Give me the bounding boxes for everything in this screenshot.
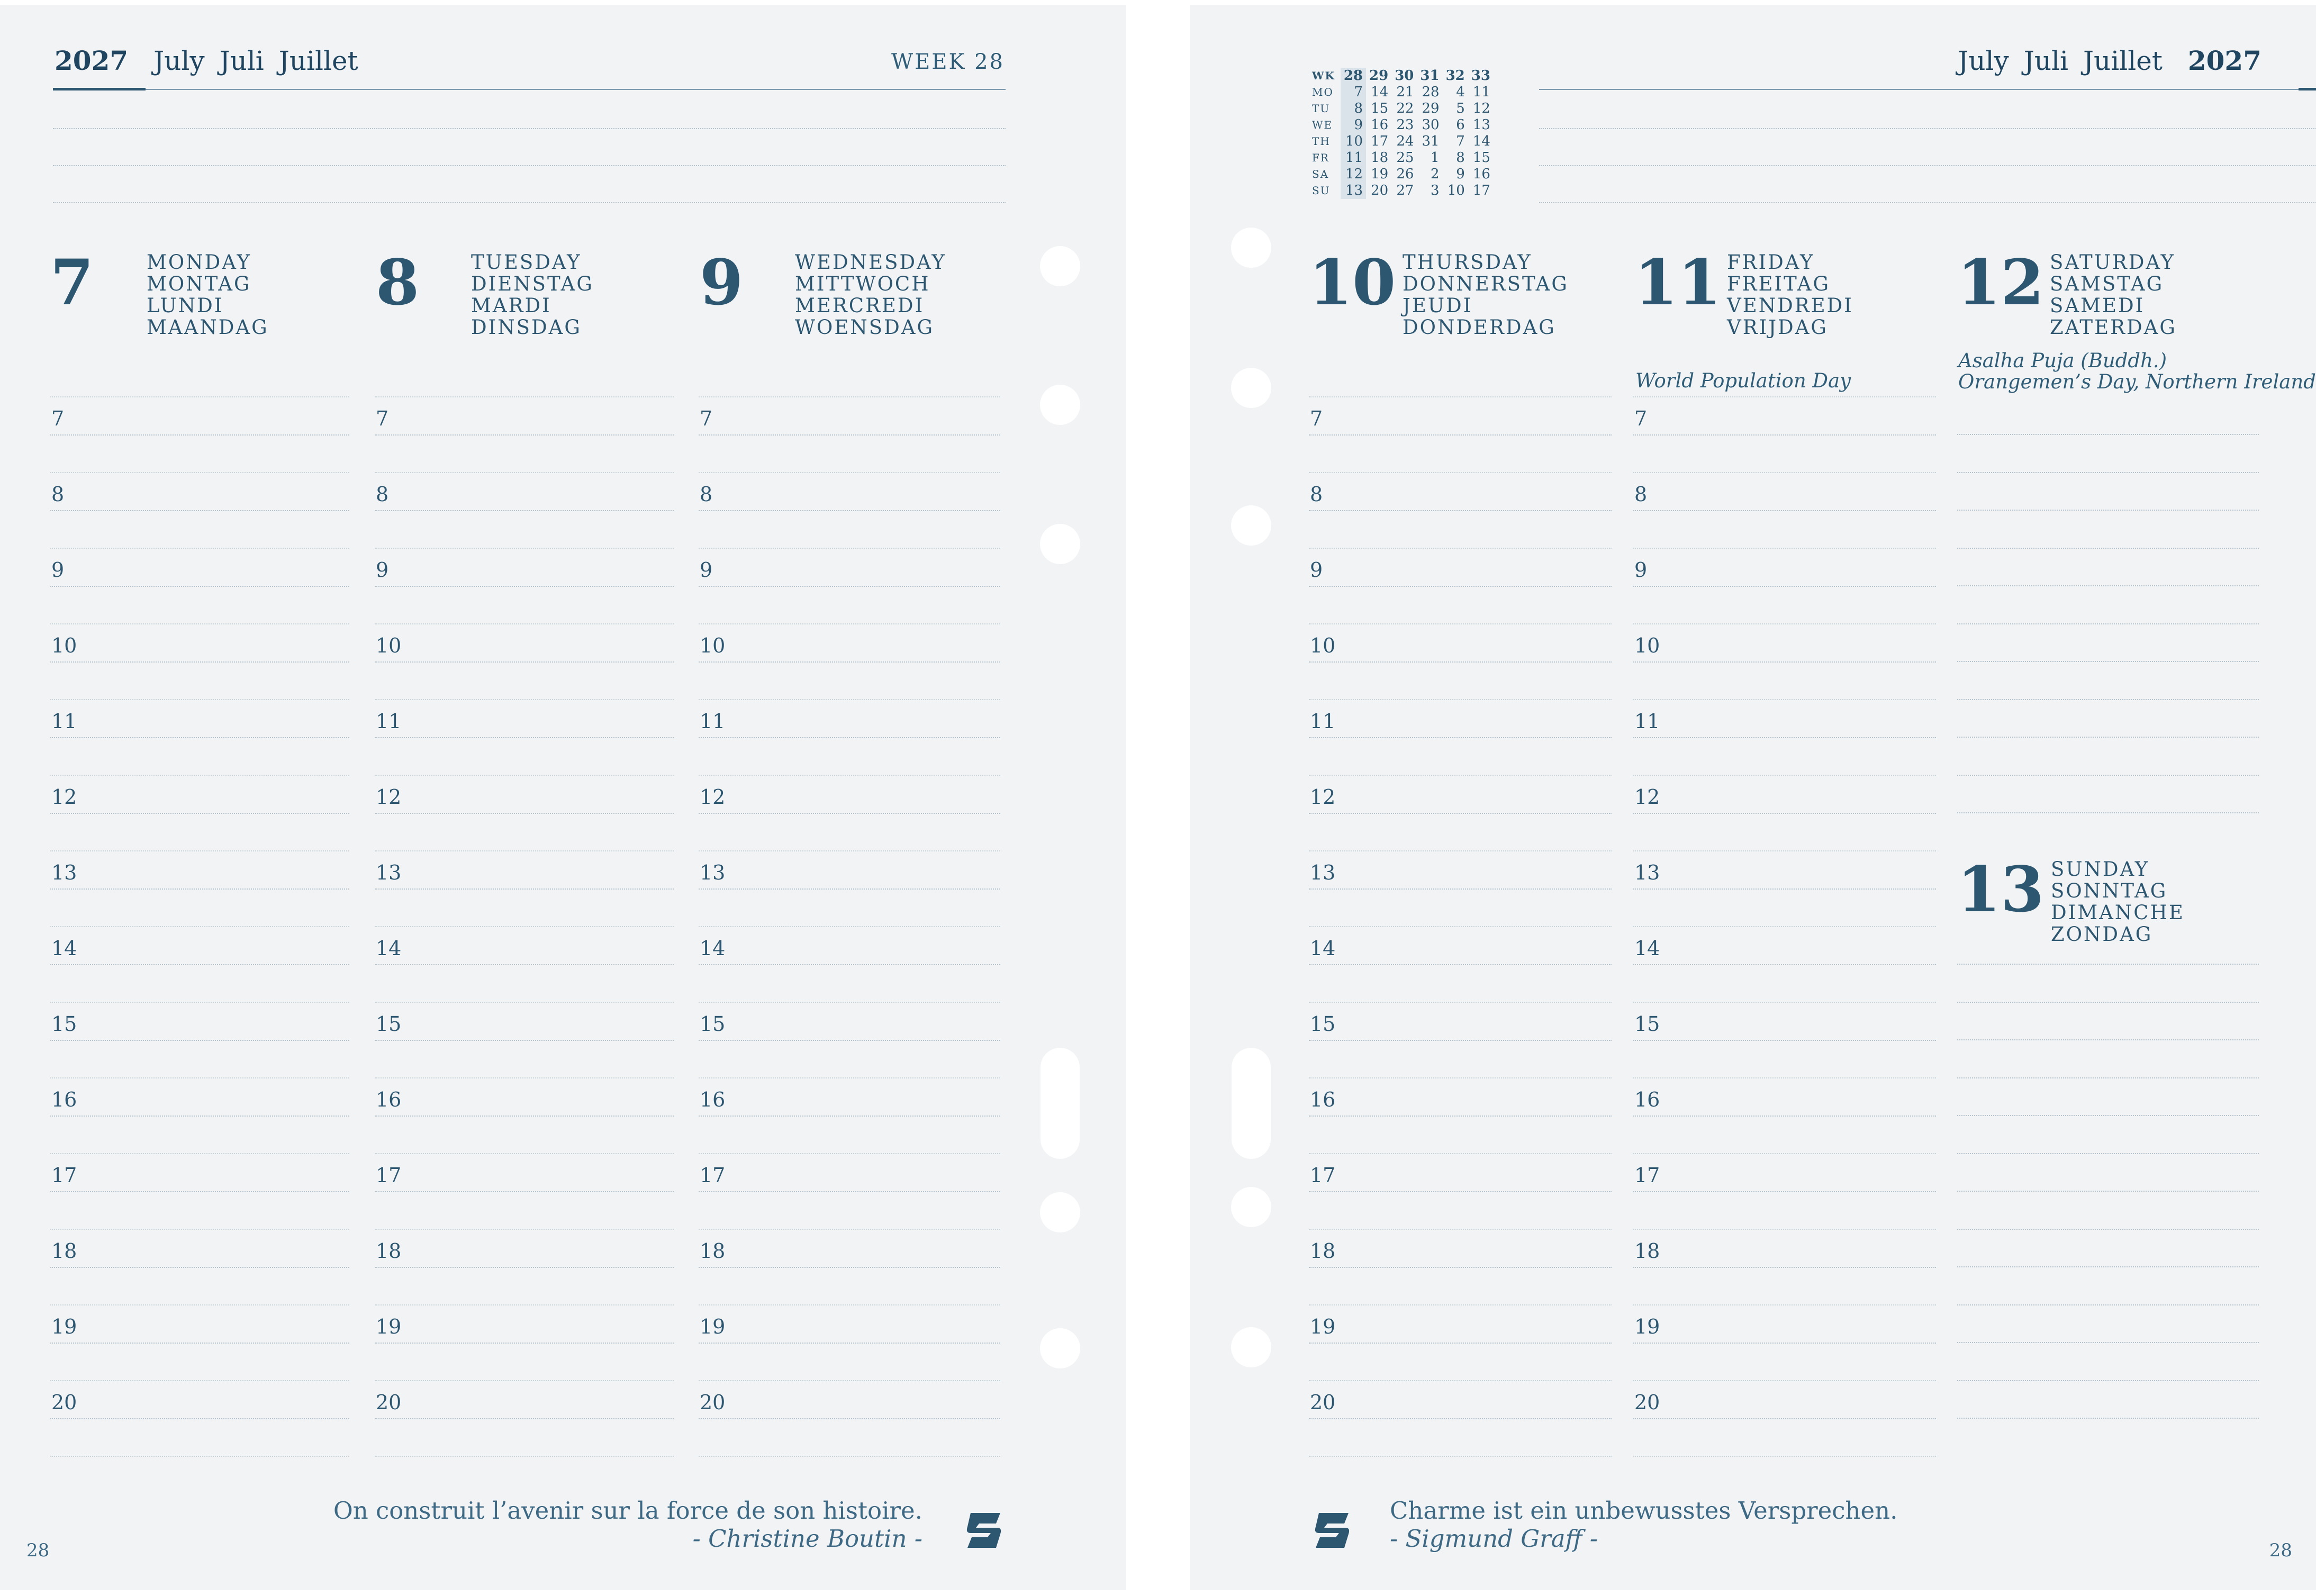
hour-label: 10 [51, 634, 77, 657]
hour-slot[interactable] [50, 624, 349, 663]
hour-label: 14 [376, 937, 402, 960]
header-month-de: Juli [219, 46, 264, 76]
note-line [53, 128, 1006, 129]
hour-slot[interactable] [1309, 473, 1612, 511]
hour-slot[interactable] [375, 624, 674, 663]
hour-slot[interactable] [1633, 700, 1936, 738]
note-line [1957, 661, 2259, 662]
hour-slot[interactable] [699, 1154, 1000, 1192]
left-page [0, 5, 1126, 1590]
hour-slot[interactable] [1633, 1305, 1936, 1344]
hour-label: 16 [1310, 1088, 1336, 1111]
punch-slot [1232, 1048, 1271, 1159]
hour-slot[interactable] [1309, 775, 1612, 814]
hour-label: 17 [376, 1164, 402, 1187]
quote [333, 1497, 922, 1553]
note-line [1957, 548, 2259, 549]
event-saturday-1: Asalha Puja (Buddh.) [1958, 349, 2167, 372]
note-line [1957, 585, 2259, 586]
hour-slot[interactable] [1309, 397, 1612, 436]
hour-label: 8 [700, 483, 713, 506]
hour-label: 19 [1310, 1315, 1336, 1338]
note-line [1957, 472, 2259, 473]
note-line [1957, 1229, 2259, 1230]
mini-calendar-row: MO 7 14 21 28 4 11 [1312, 84, 1490, 100]
hour-slot[interactable] [1309, 548, 1612, 587]
note-line [1957, 510, 2259, 511]
half-hour-line [699, 1456, 1000, 1457]
quote-author: - Sigmund Graff - [1390, 1525, 1598, 1553]
hour-label: 8 [1634, 483, 1648, 506]
hour-label: 16 [1634, 1088, 1660, 1111]
hour-label: 10 [1634, 634, 1660, 657]
note-line [1957, 737, 2259, 738]
punch-hole [1231, 228, 1271, 268]
hour-slot[interactable] [375, 1078, 674, 1117]
half-hour-line [1309, 1456, 1612, 1457]
note-line [1957, 1039, 2259, 1040]
hour-label: 13 [376, 861, 402, 884]
hour-slot[interactable] [1633, 1381, 1936, 1419]
hour-label: 7 [376, 407, 389, 430]
hour-label: 19 [700, 1315, 726, 1338]
hour-label: 12 [376, 785, 402, 809]
hour-label: 11 [51, 710, 77, 733]
punch-hole [1040, 385, 1080, 425]
mini-calendar-row: WE 9 16 23 30 6 13 [1312, 117, 1490, 133]
hour-label: 18 [1634, 1239, 1660, 1263]
note-line [1957, 812, 2259, 813]
hour-slot[interactable] [1309, 624, 1612, 663]
hour-slot[interactable] [1309, 851, 1612, 890]
hour-slot[interactable] [1633, 1229, 1936, 1268]
header-month-fr: Juillet [278, 46, 358, 76]
hour-slot[interactable] [50, 1381, 349, 1419]
hour-slot[interactable] [1309, 1154, 1612, 1192]
punch-hole [1231, 1187, 1271, 1227]
header-rule [1539, 89, 2316, 90]
hour-slot[interactable] [375, 775, 674, 814]
hour-label: 9 [1634, 558, 1648, 582]
header-month-en: July [153, 46, 205, 76]
hour-label: 16 [700, 1088, 726, 1111]
hour-label: 15 [1310, 1012, 1336, 1036]
hour-slot[interactable] [699, 775, 1000, 814]
hour-slot[interactable] [699, 624, 1000, 663]
hour-label: 9 [1310, 558, 1323, 582]
header-rule-accent [2299, 88, 2316, 90]
day-names: TUESDAY DIENSTAG MARDI DINSDAG [471, 251, 594, 339]
week-label: WEEK 28 [891, 50, 1005, 74]
hour-label: 11 [376, 710, 402, 733]
punch-hole [1040, 1192, 1080, 1232]
hour-label: 18 [51, 1239, 77, 1263]
half-hour-line [375, 1456, 674, 1457]
hour-label: 17 [51, 1164, 77, 1187]
hour-slot[interactable] [1633, 1154, 1936, 1192]
note-line [1957, 1077, 2259, 1078]
hour-label: 15 [376, 1012, 402, 1036]
note-line [1957, 1002, 2259, 1003]
hour-label: 11 [700, 710, 726, 733]
hour-label: 13 [1310, 861, 1336, 884]
hour-label: 19 [1634, 1315, 1660, 1338]
hour-label: 16 [51, 1088, 77, 1111]
hour-label: 14 [1310, 937, 1336, 960]
punch-hole [1231, 505, 1271, 546]
header-year: 2027 [2187, 45, 2261, 76]
hour-slot[interactable] [50, 1154, 349, 1192]
note-line [53, 202, 1006, 203]
hour-slot[interactable] [1633, 775, 1936, 814]
hour-label: 9 [376, 558, 389, 582]
hour-label: 9 [700, 558, 713, 582]
hour-label: 13 [700, 861, 726, 884]
note-line [1957, 699, 2259, 700]
note-line [53, 165, 1006, 166]
hour-slot[interactable] [50, 927, 349, 965]
hour-slot[interactable] [1309, 1229, 1612, 1268]
hour-slot[interactable] [1633, 473, 1936, 511]
hour-slot[interactable] [375, 473, 674, 511]
hour-slot[interactable] [699, 851, 1000, 890]
hour-label: 11 [1310, 710, 1336, 733]
hour-slot[interactable] [375, 1229, 674, 1268]
day-names: SUNDAY SONNTAG DIMANCHE ZONDAG [2051, 858, 2185, 946]
note-line [1957, 434, 2259, 435]
hour-slot[interactable] [699, 1305, 1000, 1344]
day-number: 11 [1634, 246, 1722, 319]
day-number: 9 [700, 246, 744, 319]
hour-slot[interactable] [699, 1002, 1000, 1041]
hour-slot[interactable] [50, 1305, 349, 1344]
note-line [1539, 202, 2316, 203]
hour-slot[interactable] [1633, 927, 1936, 965]
hour-slot[interactable] [375, 1154, 674, 1192]
hour-slot[interactable] [50, 473, 349, 511]
note-line [1957, 1304, 2259, 1305]
half-hour-line [50, 1456, 349, 1457]
hour-label: 8 [1310, 483, 1323, 506]
day-names: SATURDAY SAMSTAG SAMEDI ZATERDAG [2050, 251, 2177, 339]
hour-label: 18 [700, 1239, 726, 1263]
hour-slot[interactable] [50, 1229, 349, 1268]
hour-label: 13 [1634, 861, 1660, 884]
day-number: 7 [50, 246, 94, 319]
page-number: 28 [26, 1540, 50, 1561]
day-number: 12 [1957, 246, 2044, 319]
punch-slot [1041, 1048, 1080, 1159]
note-line [1957, 1266, 2259, 1267]
quote-text: Charme ist ein unbewusstes Versprechen. [1390, 1497, 1898, 1525]
hour-label: 7 [700, 407, 713, 430]
hour-label: 17 [1310, 1164, 1336, 1187]
day-names: THURSDAY DONNERSTAG JEUDI DONDERDAG [1403, 251, 1569, 339]
hour-label: 14 [1634, 937, 1660, 960]
hour-slot[interactable] [699, 548, 1000, 587]
hour-label: 8 [376, 483, 389, 506]
header-year: 2027 [55, 45, 129, 76]
day-number: 10 [1309, 246, 1396, 319]
hour-label: 18 [1310, 1239, 1336, 1263]
mini-calendar-week-row: WK 28 29 30 31 32 33 [1312, 68, 1490, 84]
event-saturday-2: Orangemen’s Day, Northern Ireland [1958, 370, 2316, 393]
punch-hole [1040, 1328, 1080, 1368]
hour-slot[interactable] [50, 1002, 349, 1041]
hour-slot[interactable] [375, 1305, 674, 1344]
brand-logo-icon [963, 1510, 1005, 1551]
hour-slot[interactable] [699, 1078, 1000, 1117]
quote-text: On construit l’avenir sur la force de son histoire. [333, 1497, 922, 1525]
event-friday: World Population Day [1635, 369, 1851, 392]
hour-slot[interactable] [375, 851, 674, 890]
hour-label: 10 [700, 634, 726, 657]
hour-slot[interactable] [50, 700, 349, 738]
header-month-de: Juli [2023, 46, 2069, 76]
hour-slot[interactable] [50, 1078, 349, 1117]
hour-slot[interactable] [1633, 1002, 1936, 1041]
mini-calendar-row: SU 13 20 27 3 10 17 [1312, 183, 1490, 198]
quote-author: - Christine Boutin - [692, 1525, 922, 1553]
hour-slot[interactable] [50, 397, 349, 436]
header-rule [53, 89, 1006, 90]
punch-hole [1040, 246, 1080, 286]
note-line [1957, 1380, 2259, 1381]
mini-calendar-row: TU 8 15 22 29 5 12 [1312, 101, 1490, 116]
hour-slot[interactable] [50, 851, 349, 890]
hour-slot[interactable] [1633, 624, 1936, 663]
hour-slot[interactable] [50, 775, 349, 814]
note-line [1957, 623, 2259, 624]
mini-calendar-row: FR 11 18 25 1 8 15 [1312, 150, 1490, 166]
right-page [1190, 5, 2316, 1590]
hour-slot[interactable] [699, 1229, 1000, 1268]
half-hour-line [1633, 1456, 1936, 1457]
hour-label: 7 [51, 407, 65, 430]
hour-label: 12 [1634, 785, 1660, 809]
hour-slot[interactable] [699, 927, 1000, 965]
hour-label: 7 [1634, 407, 1648, 430]
hour-slot[interactable] [1309, 927, 1612, 965]
hour-slot[interactable] [50, 548, 349, 587]
hour-slot[interactable] [699, 473, 1000, 511]
hour-slot[interactable] [375, 548, 674, 587]
hour-label: 12 [700, 785, 726, 809]
hour-label: 17 [1634, 1164, 1660, 1187]
hour-label: 15 [1634, 1012, 1660, 1036]
hour-label: 7 [1310, 407, 1323, 430]
mini-calendar-row: SA 12 19 26 2 9 16 [1312, 166, 1490, 182]
hour-slot[interactable] [375, 1002, 674, 1041]
hour-label: 10 [376, 634, 402, 657]
mini-calendar [1309, 68, 1494, 199]
hour-slot[interactable] [699, 1381, 1000, 1419]
hour-label: 20 [376, 1391, 402, 1414]
hour-label: 20 [700, 1391, 726, 1414]
note-line [1957, 1418, 2259, 1419]
hour-slot[interactable] [1633, 397, 1936, 436]
note-line [1539, 165, 2316, 166]
note-line [1957, 1191, 2259, 1192]
header-rule-accent [53, 88, 146, 90]
hour-slot[interactable] [1633, 1078, 1936, 1117]
hour-label: 20 [51, 1391, 77, 1414]
right-header [1950, 45, 2271, 76]
hour-label: 15 [700, 1012, 726, 1036]
note-line [1957, 775, 2259, 776]
hour-slot[interactable] [699, 397, 1000, 436]
hour-slot[interactable] [375, 397, 674, 436]
hour-label: 20 [1634, 1391, 1660, 1414]
hour-label: 10 [1310, 634, 1336, 657]
hour-label: 8 [51, 483, 65, 506]
hour-slot[interactable] [375, 927, 674, 965]
hour-label: 12 [1310, 785, 1336, 809]
punch-hole [1040, 524, 1080, 564]
note-line [1957, 964, 2259, 965]
hour-label: 19 [376, 1315, 402, 1338]
hour-label: 12 [51, 785, 77, 809]
hour-slot[interactable] [375, 700, 674, 738]
header-month-fr: Juillet [2083, 46, 2163, 76]
hour-label: 13 [51, 861, 77, 884]
hour-slot[interactable] [699, 700, 1000, 738]
left-header [45, 45, 366, 76]
day-number: 13 [1957, 853, 2044, 926]
day-names: FRIDAY FREITAG VENDREDI VRIJDAG [1727, 251, 1853, 339]
day-names: WEDNESDAY MITTWOCH MERCREDI WOENSDAG [795, 251, 946, 339]
hour-label: 20 [1310, 1391, 1336, 1414]
note-line [1957, 1153, 2259, 1154]
brand-logo-icon [1311, 1510, 1353, 1551]
hour-label: 11 [1634, 710, 1660, 733]
hour-slot[interactable] [375, 1381, 674, 1419]
quote [1390, 1497, 1897, 1553]
hour-label: 19 [51, 1315, 77, 1338]
hour-slot[interactable] [1309, 1078, 1612, 1117]
hour-slot[interactable] [1633, 851, 1936, 890]
hour-slot[interactable] [1309, 1002, 1612, 1041]
hour-label: 14 [700, 937, 726, 960]
note-line [1957, 1115, 2259, 1116]
day-names: MONDAY MONTAG LUNDI MAANDAG [147, 251, 269, 339]
hour-label: 9 [51, 558, 65, 582]
day-number: 8 [376, 246, 420, 319]
hour-label: 17 [700, 1164, 726, 1187]
hour-label: 15 [51, 1012, 77, 1036]
mini-calendar-row: TH 10 17 24 31 7 14 [1312, 133, 1490, 149]
hour-slot[interactable] [1309, 700, 1612, 738]
hour-label: 14 [51, 937, 77, 960]
hour-slot[interactable] [1309, 1381, 1612, 1419]
note-line [1957, 1342, 2259, 1343]
hour-label: 16 [376, 1088, 402, 1111]
hour-label: 18 [376, 1239, 402, 1263]
header-month-en: July [1958, 46, 2009, 76]
hour-slot[interactable] [1309, 1305, 1612, 1344]
punch-hole [1231, 1327, 1271, 1367]
punch-hole [1231, 368, 1271, 408]
note-line [1539, 128, 2316, 129]
hour-slot[interactable] [1633, 548, 1936, 587]
page-number: 28 [2269, 1540, 2292, 1561]
